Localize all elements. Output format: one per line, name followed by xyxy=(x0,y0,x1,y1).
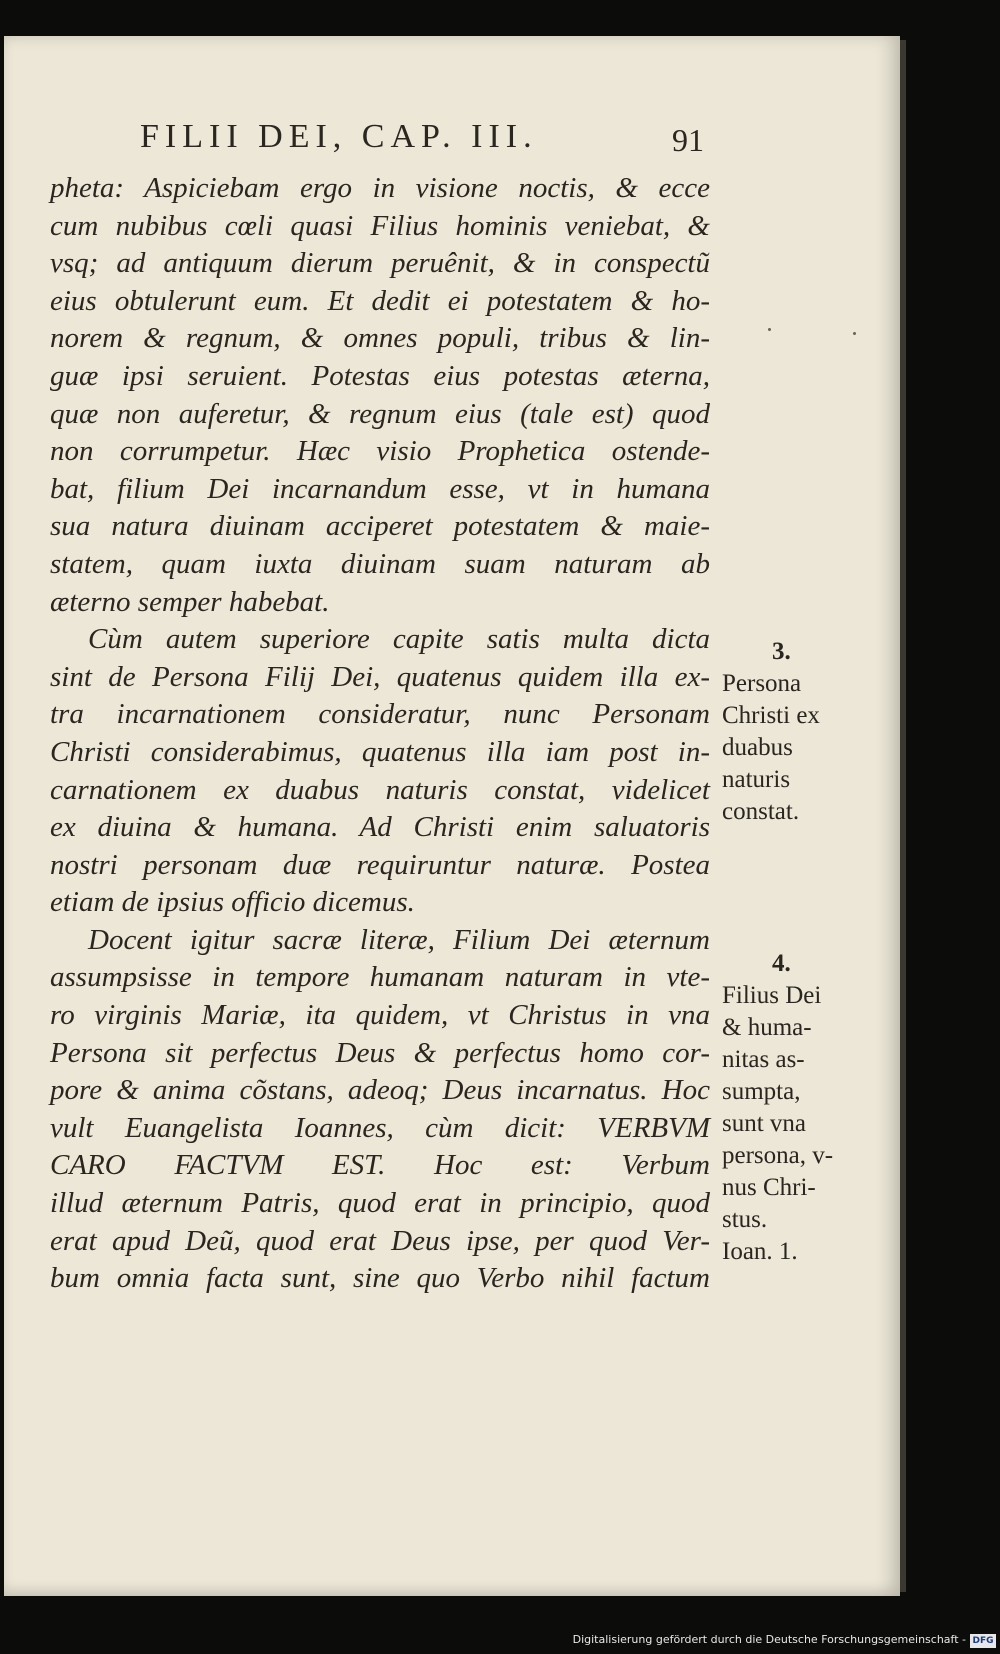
text-line: Christi considerabimus, quatenus illa iam post in- xyxy=(50,735,710,768)
main-text-block xyxy=(50,170,710,1298)
margin-note-line: nitas as- xyxy=(722,1046,805,1073)
margin-note-4 xyxy=(722,948,852,1268)
running-head: FILII DEI, CAP. III. xyxy=(140,118,538,155)
text-line: quæ non auferetur, & regnum eius (tale est) quod xyxy=(50,397,710,430)
margin-note-line: constat. xyxy=(722,798,800,825)
text-line: bum omnia facta sunt, sine quo Verbo nihil factum xyxy=(50,1262,710,1295)
page-edge xyxy=(900,40,906,1592)
margin-note-line: sunt vna xyxy=(722,1110,807,1137)
paper-specks xyxy=(768,328,868,348)
text-line: Docent igitur sacræ literæ, Filium Dei æternum xyxy=(88,923,710,956)
dfg-logo: DFG xyxy=(970,1634,996,1648)
margin-note-line: & huma- xyxy=(722,1014,812,1041)
text-line: ex diuina & humana. Ad Christi enim saluatoris xyxy=(50,811,710,844)
text-line: bat, filium Dei incarnandum esse, vt in humana xyxy=(50,472,710,505)
text-line: erat apud Deũ, quod erat Deus ipse, per quod Ver- xyxy=(50,1224,710,1257)
margin-note-number: 4. xyxy=(772,950,791,977)
text-line: ro virginis Mariæ, ita quidem, vt Christus in vna xyxy=(50,999,710,1032)
text-line: CARO FACTVM EST. Hoc est: Verbum xyxy=(50,1149,710,1182)
text-line: Persona sit perfectus Deus & perfectus homo cor- xyxy=(50,1036,710,1069)
text-line: eius obtulerunt eum. Et dedit ei potestatem & ho- xyxy=(50,284,710,317)
text-line: æterno semper habebat. xyxy=(50,585,330,618)
margin-note-line: Christi ex xyxy=(722,702,820,729)
margin-note-line: Filius Dei xyxy=(722,982,822,1009)
text-line: sint de Persona Filij Dei, quatenus quidem illa ex- xyxy=(50,660,710,693)
margin-note-line: Persona xyxy=(722,670,802,697)
text-line: norem & regnum, & omnes populi, tribus & lin- xyxy=(50,322,710,355)
text-line: tra incarnationem consideratur, nunc Personam xyxy=(50,698,710,731)
text-line: statem, quam iuxta diuinam suam naturam ab xyxy=(50,547,710,580)
speck xyxy=(853,332,856,335)
text-line: pore & anima cõstans, adeoq; Deus incarnatus. Hoc xyxy=(50,1074,710,1107)
margin-note-3 xyxy=(722,636,852,828)
margin-note-line: nus Chri- xyxy=(722,1174,816,1201)
text-line: illud æternum Patris, quod erat in principio, quod xyxy=(50,1187,710,1220)
text-line: cum nubibus cœli quasi Filius hominis veniebat, & xyxy=(50,209,710,242)
margin-note-line: naturis xyxy=(722,766,791,793)
text-line: nostri personam duæ requiruntur naturæ. Postea xyxy=(50,848,710,881)
margin-note-number: 3. xyxy=(772,638,791,665)
text-line: pheta: Aspiciebam ergo in visione noctis, & ecce xyxy=(50,172,710,204)
text-line: non corrumpetur. Hæc visio Prophetica ostende- xyxy=(50,435,710,468)
text-line: vsq; ad antiquum dierum peruênit, & in conspectũ xyxy=(50,247,710,280)
digitization-credit: Digitalisierung gefördert durch die Deutsche Forschungsgemeinschaft - xyxy=(572,1633,966,1646)
margin-note-line: stus. xyxy=(722,1206,768,1233)
margin-note-line: duabus xyxy=(722,734,793,761)
margin-note-line: sumpta, xyxy=(722,1078,801,1105)
text-line: vult Euangelista Ioannes, cùm dicit: VERBVM xyxy=(50,1111,710,1144)
text-line: guæ ipsi seruient. Potestas eius potestas æterna, xyxy=(50,359,710,392)
margin-note-line: Ioan. 1. xyxy=(722,1238,798,1265)
text-line: sua natura diuinam acciperet potestatem & maie- xyxy=(50,510,710,543)
page-number: 91 xyxy=(672,122,704,158)
text-line: assumpsisse in tempore humanam naturam in vte- xyxy=(50,961,710,994)
text-line: Cùm autem superiore capite satis multa dicta xyxy=(88,623,710,656)
speck xyxy=(768,328,771,331)
text-line: etiam de ipsius officio dicemus. xyxy=(50,886,415,919)
text-line: carnationem ex duabus naturis constat, videlicet xyxy=(50,773,710,806)
margin-note-line: persona, v- xyxy=(722,1142,834,1169)
